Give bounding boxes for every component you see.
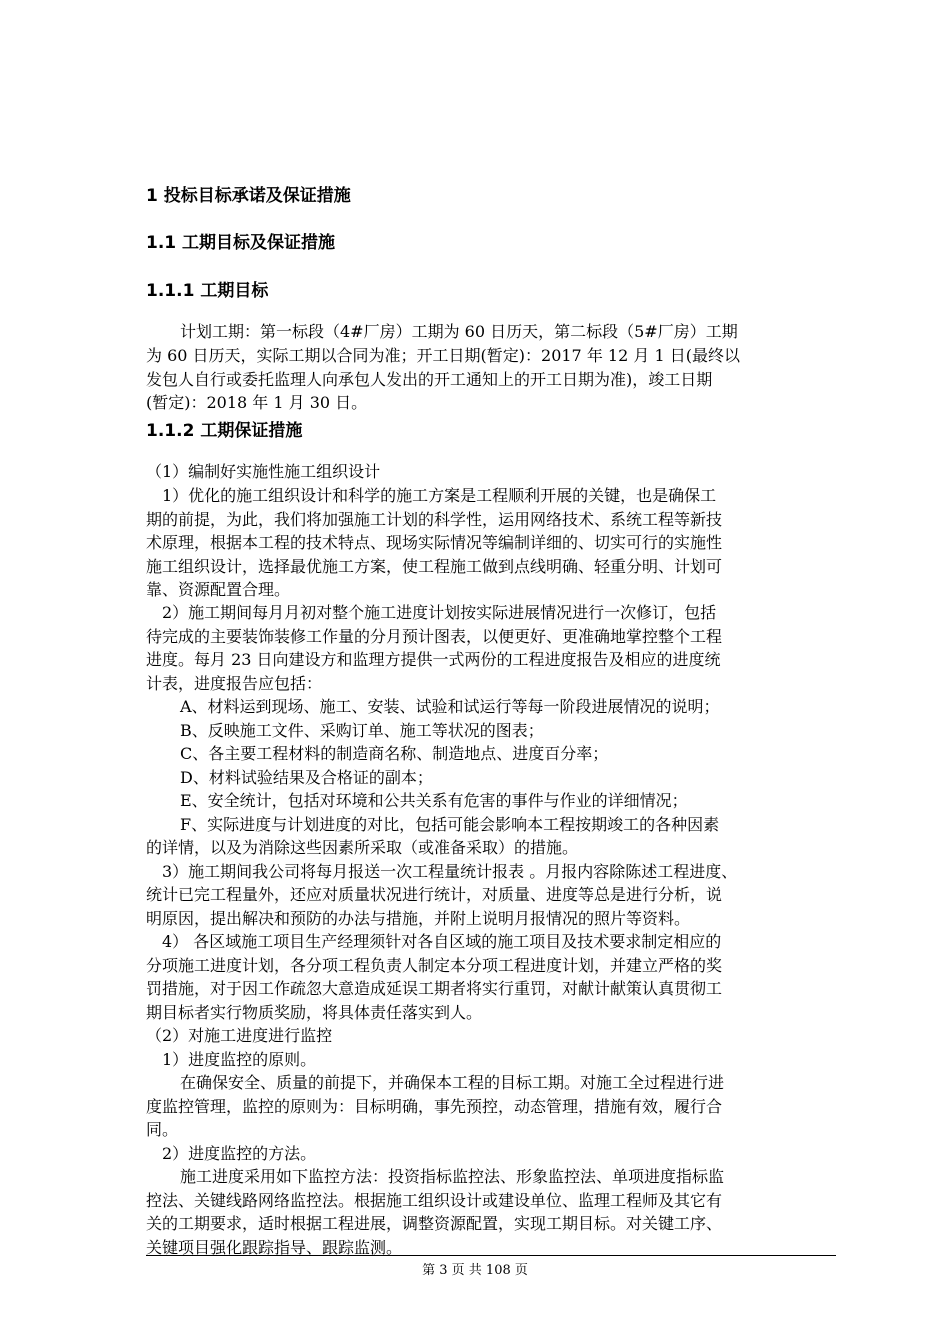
paragraph-line: 1）进度监控的原则。 <box>162 1050 317 1069</box>
paragraph-line: 进度。每月 23 日向建设方和监理方提供一式两份的工程进度报告及相应的进度统 <box>146 650 721 669</box>
page-number: 第 3 页 共 108 页 <box>422 1263 528 1278</box>
paragraph-line: 4） 各区域施工项目生产经理须针对各自区域的施工项目及技术要求制定相应的 <box>162 932 722 951</box>
paragraph-line: （2）对施工进度进行监控 <box>146 1026 333 1045</box>
paragraph-line: 关的工期要求，适时根据工程进展，调整资源配置，实现工期目标。对关键工序、 <box>146 1214 723 1233</box>
heading-level-3-schedule-measures: 1.1.2 工期保证措施 <box>146 421 303 441</box>
list-item: A、材料运到现场、施工、安装、试验和试运行等每一阶段进展情况的说明； <box>180 697 720 716</box>
paragraph-line: 关键项目强化跟踪指导、跟踪监测。 <box>146 1238 403 1257</box>
paragraph-line: 罚措施，对于因工作疏忽大意造成延误工期者将实行重罚，对献计献策认真贯彻工 <box>146 979 723 998</box>
paragraph-line: 施工进度采用如下监控方法：投资指标监控法、形象监控法、单项进度指标监 <box>180 1167 725 1186</box>
paragraph-line: 统计已完工程量外，还应对质量状况进行统计，对质量、进度等总是进行分析，说 <box>146 885 723 904</box>
list-item: B、反映施工文件、采购订单、施工等状况的图表； <box>180 721 544 740</box>
paragraph-line: 期目标者实行物质奖励，将具体责任落实到人。 <box>146 1003 483 1022</box>
list-item: F、实际进度与计划进度的对比，包括可能会影响本工程按期竣工的各种因素 <box>180 815 720 834</box>
heading-level-2: 1.1 工期目标及保证措施 <box>146 233 336 253</box>
paragraph-line: 2）进度监控的方法。 <box>162 1144 317 1163</box>
paragraph-line: 待完成的主要装饰装修工作量的分月预计图表，以便更好、更准确地掌控整个工程 <box>146 627 723 646</box>
list-item: D、材料试验结果及合格证的副本； <box>180 768 433 787</box>
paragraph-line: 计划工期：第一标段（4#厂房）工期为 60 日历天，第二标段（5#厂房）工期 <box>180 322 738 341</box>
paragraph-line: 同。 <box>146 1120 179 1139</box>
heading-level-3-schedule-target: 1.1.1 工期目标 <box>146 281 269 301</box>
list-item: C、各主要工程材料的制造商名称、制造地点、进度百分率； <box>180 744 609 763</box>
heading-level-1: 1 投标目标承诺及保证措施 <box>146 186 351 206</box>
paragraph-line: 度监控管理，监控的原则为：目标明确，事先预控，动态管理，措施有效，履行合 <box>146 1097 723 1116</box>
paragraph-line: 2）施工期间每月月初对整个施工进度计划按实际进展情况进行一次修订，包括 <box>162 603 717 622</box>
paragraph-line: (暂定)：2018 年 1 月 30 日。 <box>146 393 368 412</box>
paragraph-line: 控法、关键线路网络监控法。根据施工组织设计或建设单位、监理工程师及其它有 <box>146 1191 723 1210</box>
paragraph-line: 期的前提，为此，我们将加强施工计划的科学性，运用网络技术、系统工程等新技 <box>146 510 723 529</box>
list-item: E、安全统计，包括对环境和公共关系有危害的事件与作业的详细情况； <box>180 791 688 810</box>
paragraph-line: 分项施工进度计划，各分项工程负责人制定本分项工程进度计划，并建立严格的奖 <box>146 956 723 975</box>
paragraph-line: 在确保安全、质量的前提下，并确保本工程的目标工期。对施工全过程进行进 <box>180 1073 725 1092</box>
paragraph-line: 为 60 日历天，实际工期以合同为准；开工日期(暂定)：2017 年 12 月 1 日(最终以 <box>146 346 740 365</box>
paragraph-line: 3）施工期间我公司将每月报送一次工程量统计报表 。月报内容除陈述工程进度、 <box>162 862 738 881</box>
paragraph-line: 1）优化的施工组织设计和科学的施工方案是工程顺利开展的关键，也是确保工 <box>162 486 717 505</box>
paragraph-line: （1）编制好实施性施工组织设计 <box>146 462 381 481</box>
paragraph-line: 施工组织设计，选择最优施工方案，使工程施工做到点线明确、轻重分明、计划可 <box>146 557 723 576</box>
paragraph-line: 靠、资源配置合理。 <box>146 580 291 599</box>
paragraph-line: 计表，进度报告应包括： <box>146 674 323 693</box>
paragraph-line: 术原理，根据本工程的技术特点、现场实际情况等编制详细的、切实可行的实施性 <box>146 533 723 552</box>
paragraph-line: 的详情，以及为消除这些因素所采取（或准备采取）的措施。 <box>146 838 579 857</box>
paragraph-line: 发包人自行或委托监理人向承包人发出的开工通知上的开工日期为准)，竣工日期 <box>146 370 713 389</box>
paragraph-line: 明原因，提出解决和预防的办法与措施，并附上说明月报情况的照片等资料。 <box>146 909 691 928</box>
footer-divider <box>146 1255 836 1256</box>
